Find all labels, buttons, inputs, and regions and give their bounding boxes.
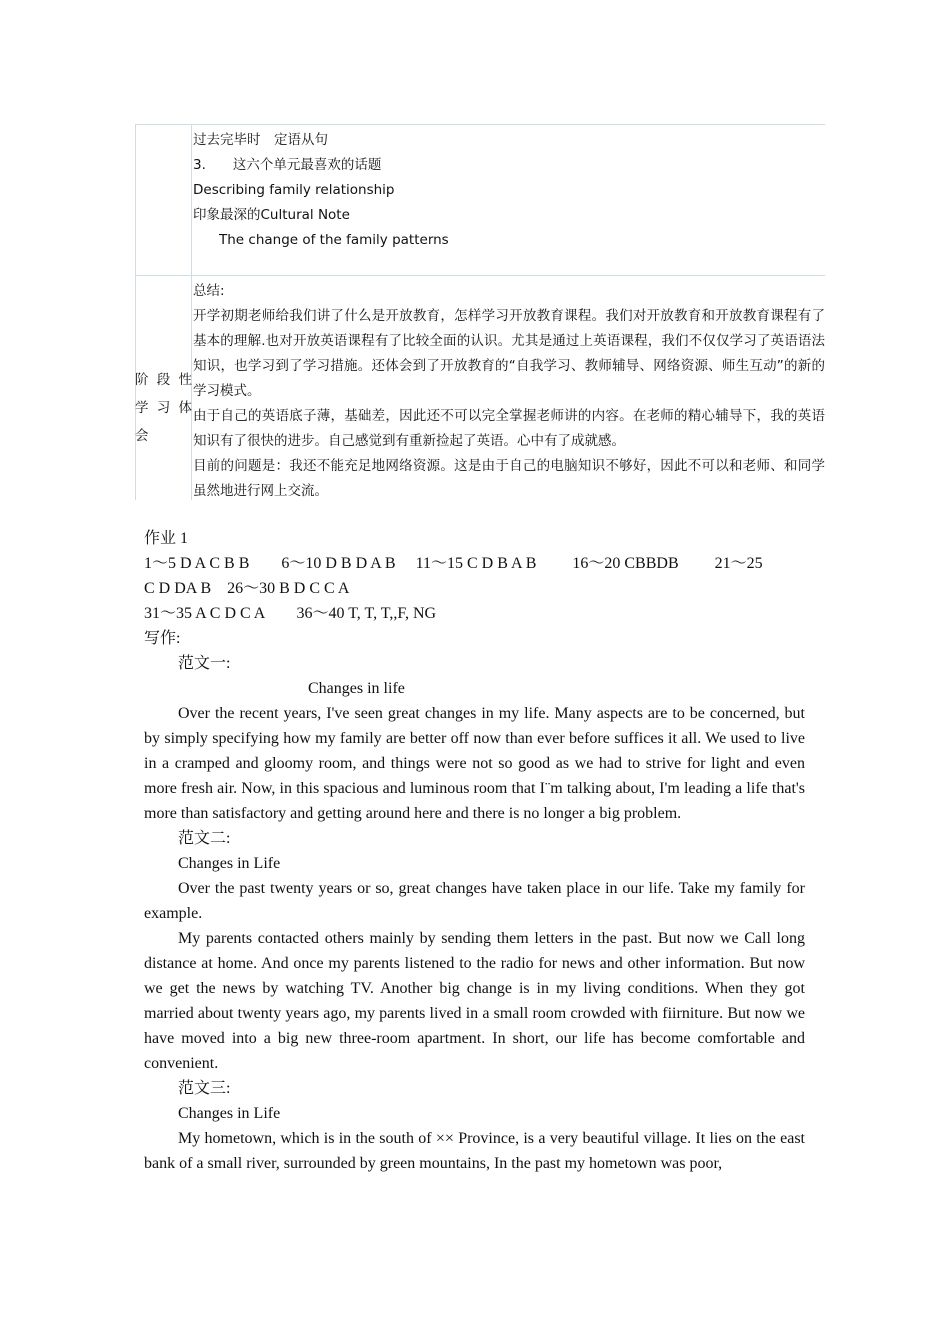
writing-label: 写作: <box>144 630 181 647</box>
document-body <box>144 526 805 1176</box>
label-char: 性 <box>178 372 192 388</box>
essay-title: Changes in life <box>308 680 405 697</box>
summary-paragraph: 目前的问题是：我还不能充足地网络资源。这是由于自己的电脑知识不够好，因此不可以和老师、和同学虽然地进行网上交流。 <box>193 458 825 499</box>
answer-line: 1～5 D A C B B 6～10 D B D A B 11～15 C D B A B 16～20 CBBDB 21～25 <box>144 555 763 572</box>
essay-label: 范文三: <box>178 1080 231 1097</box>
label-char: 会 <box>135 428 149 444</box>
answer-line: 31～35 A C D C A 36～40 T, T, T,,F, NG <box>144 605 437 622</box>
summary-paragraph: 由于自己的英语底子薄，基础差，因此还不可以完全掌握老师讲的内容。在老师的精心辅导下，我的英语知识有了很快的进步。自己感觉到有重新捡起了英语。心中有了成就感。 <box>193 408 825 449</box>
summary-table <box>135 124 825 500</box>
label-char: 习 <box>156 400 171 416</box>
essay-label: 范文一: <box>178 655 231 672</box>
row-label <box>135 276 192 500</box>
essay-paragraph: Over the recent years, I've seen great changes in my life. Many aspects are to be concerned, but by simply specifying how my family are better off now than ever before suffices it all. We used to live in a cramped and gloomy room, and things were not so good as we had to strive for light and even more fresh air. Now, in this spacious and luminous room that I¨m talking about, I'm leading a life that's more than satisfactory and getting around here and there is no longer a big problem. <box>144 705 805 822</box>
table-line: Describing family relationship <box>193 182 395 198</box>
table-line: The change of the family patterns <box>219 232 449 248</box>
homework-title: 作业 1 <box>144 530 189 547</box>
summary-paragraph: 开学初期老师给我们讲了什么是开放教育，怎样学习开放教育课程。我们对开放教育和开放教育课程有了基本的理解.也对开放英语课程有了比较全面的认识。尤其是通过上英语课程，我们不仅仅学习了英语语法知识，也学习到了学习措施。还体会到了开放教育的“自我学习、教师辅导、网络资源、师生互动”的新的学习模式。 <box>193 308 825 399</box>
table-line: 过去完毕时 定语从句 <box>193 132 328 148</box>
row-content <box>192 276 825 500</box>
essay-paragraph: My hometown, which is in the south of ×× Province, is a very beautiful village. It lies on the east bank of a small river, surrounded by green mountains, In the past my hometown was poor, <box>144 1130 805 1172</box>
essay-title: Changes in Life <box>178 1105 281 1122</box>
essay-paragraph: Over the past twenty years or so, great changes have taken place in our life. Take my family for example. <box>144 880 805 922</box>
label-char: 段 <box>156 372 171 388</box>
table-row <box>135 124 825 275</box>
row-label-empty <box>135 125 192 275</box>
row-content <box>192 125 825 275</box>
essay-paragraph: My parents contacted others mainly by sending them letters in the past. But now we Call long distance at home. And once my parents listened to the radio for news and other information. But now we get the news by watching TV. Another big change is in my living conditions. When they got married about twenty years ago, my parents lived in a small room crowded with fiirniture. But now we have moved into a big new three-room apartment. In short, our life has become comfortable and convenient. <box>144 930 805 1072</box>
label-char: 体 <box>178 400 192 416</box>
label-char: 阶 <box>135 372 149 388</box>
answer-line: C D DA B 26～30 B D C C A <box>144 580 350 597</box>
essay-label: 范文二: <box>178 830 231 847</box>
table-row <box>135 275 825 500</box>
essay-title: Changes in Life <box>178 855 281 872</box>
table-line: 印象最深的Cultural Note <box>193 207 350 223</box>
summary-heading: 总结: <box>193 283 225 299</box>
table-line: 3. 这六个单元最喜欢的话题 <box>193 157 382 173</box>
label-char: 学 <box>135 400 149 416</box>
